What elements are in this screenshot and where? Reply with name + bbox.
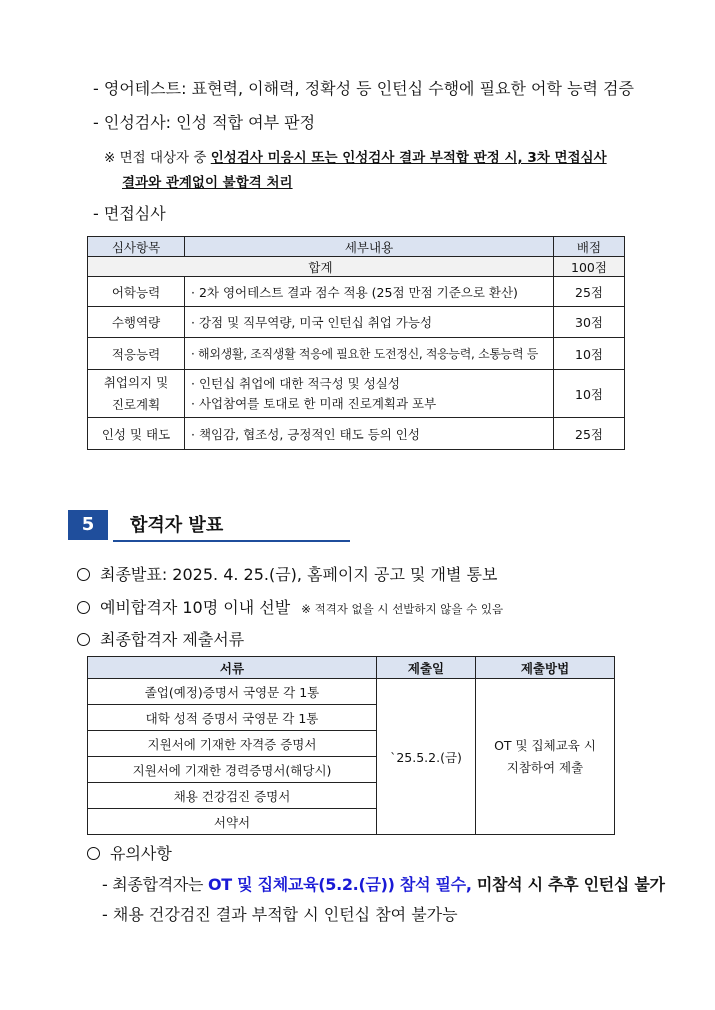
note-underlined-2: 결과와 관계없이 불합격 처리 xyxy=(122,175,293,191)
doc-item: 대학 성적 증명서 국영문 각 1통 xyxy=(88,705,377,731)
evaluation-table xyxy=(87,236,625,450)
note-underlined-1: 인성검사 미응시 또는 인성검사 결과 부적합 판정 시, 3차 면접심사 xyxy=(210,150,607,166)
table-header-row xyxy=(88,657,615,679)
table-row xyxy=(88,370,625,418)
doc-item: 졸업(예정)증명서 국영문 각 1통 xyxy=(88,679,377,705)
personality-test-item: - 인성검사: 인성 적합 여부 판정 xyxy=(93,113,316,132)
docs-heading-text: 최종합격자 제출서류 xyxy=(100,630,245,649)
row-category: 어학능력 xyxy=(88,277,185,307)
interview-heading: - 면접심사 xyxy=(93,204,166,223)
reserve-text: 예비합격자 10명 이내 선발 xyxy=(100,598,291,617)
section-title: 합격자 발표 xyxy=(130,515,224,536)
section-number: 5 xyxy=(68,510,108,540)
docs-heading-item xyxy=(77,627,244,650)
row-category-line1: 취업의지 및 xyxy=(103,374,169,390)
row-score: 10점 xyxy=(554,370,625,418)
row-detail: · 책임감, 협조성, 긍정적인 태도 등의 인성 xyxy=(185,418,554,450)
circle-bullet-icon xyxy=(77,568,90,581)
row-score: 30점 xyxy=(554,307,625,338)
doc-item: 지원서에 기재한 경력증명서(해당시) xyxy=(88,757,377,783)
row-category: 수행역량 xyxy=(88,307,185,338)
submit-method xyxy=(476,679,615,835)
total-label: 합계 xyxy=(88,257,554,277)
notes-item-1 xyxy=(102,872,665,895)
row-score: 25점 xyxy=(554,418,625,450)
table-header-row xyxy=(88,237,625,257)
submit-method-line1: OT 및 집체교육 시 xyxy=(494,737,596,753)
final-announce-item xyxy=(77,562,497,585)
header-date: 제출일 xyxy=(377,657,476,679)
notes-heading-item xyxy=(87,841,172,864)
total-score: 100점 xyxy=(554,257,625,277)
table-row xyxy=(88,679,615,705)
note-line1 xyxy=(104,146,607,166)
header-category: 심사항목 xyxy=(88,237,185,257)
row-detail: · 2차 영어테스트 결과 점수 적용 (25점 만점 기준으로 환산) xyxy=(185,277,554,307)
row-category: 인성 및 태도 xyxy=(88,418,185,450)
row-detail-line1: · 인턴십 취업에 대한 적극성 및 성실성 xyxy=(191,375,400,391)
circle-bullet-icon xyxy=(87,847,100,860)
table-row xyxy=(88,307,625,338)
section-underline xyxy=(113,540,350,542)
notes-item-2: - 채용 건강검진 결과 부적합 시 인턴십 참여 불가능 xyxy=(102,905,458,924)
circle-bullet-icon xyxy=(77,633,90,646)
notes-item-1-bold: 미참석 시 추후 인턴십 불가 xyxy=(471,875,665,894)
row-category-line2: 진로계획 xyxy=(111,396,161,412)
header-method: 제출방법 xyxy=(476,657,615,679)
row-detail: · 해외생활, 조직생활 적응에 필요한 도전정신, 적응능력, 소통능력 등 xyxy=(185,338,554,370)
submit-method-line2: 지참하여 제출 xyxy=(506,759,584,775)
row-detail-line2: · 사업참여를 토대로 한 미래 진로계획과 포부 xyxy=(191,395,437,411)
row-score: 25점 xyxy=(554,277,625,307)
notes-heading: 유의사항 xyxy=(110,844,172,863)
row-score: 10점 xyxy=(554,338,625,370)
final-announce-text: 최종발표: 2025. 4. 25.(금), 홈페이지 공고 및 개별 통보 xyxy=(100,565,498,584)
notes-item-1-blue: OT 및 집체교육(5.2.(금)) 참석 필수, xyxy=(207,875,472,894)
note-line2 xyxy=(122,171,293,191)
row-detail: · 강점 및 직무역량, 미국 인턴십 취업 가능성 xyxy=(185,307,554,338)
row-category xyxy=(88,370,185,418)
row-detail xyxy=(185,370,554,418)
table-row xyxy=(88,418,625,450)
documents-table xyxy=(87,656,615,835)
submit-date: `25.5.2.(금) xyxy=(377,679,476,835)
doc-item: 채용 건강검진 증명서 xyxy=(88,783,377,809)
row-category: 적응능력 xyxy=(88,338,185,370)
header-document: 서류 xyxy=(88,657,377,679)
header-detail: 세부내용 xyxy=(185,237,554,257)
table-row xyxy=(88,338,625,370)
total-row xyxy=(88,257,625,277)
reserve-note: ※ 적격자 없을 시 선발하지 않을 수 있음 xyxy=(301,602,504,616)
header-score: 배점 xyxy=(554,237,625,257)
doc-item: 지원서에 기재한 자격증 증명서 xyxy=(88,731,377,757)
reserve-item xyxy=(77,595,503,618)
notes-item-1-prefix: - 최종합격자는 xyxy=(102,875,208,894)
circle-bullet-icon xyxy=(77,601,90,614)
english-test-item: - 영어테스트: 표현력, 이해력, 정확성 등 인턴십 수행에 필요한 어학 능력 검증 xyxy=(93,79,634,98)
doc-item: 서약서 xyxy=(88,809,377,835)
table-row xyxy=(88,277,625,307)
note-prefix: ※ 면접 대상자 중 xyxy=(104,150,211,166)
